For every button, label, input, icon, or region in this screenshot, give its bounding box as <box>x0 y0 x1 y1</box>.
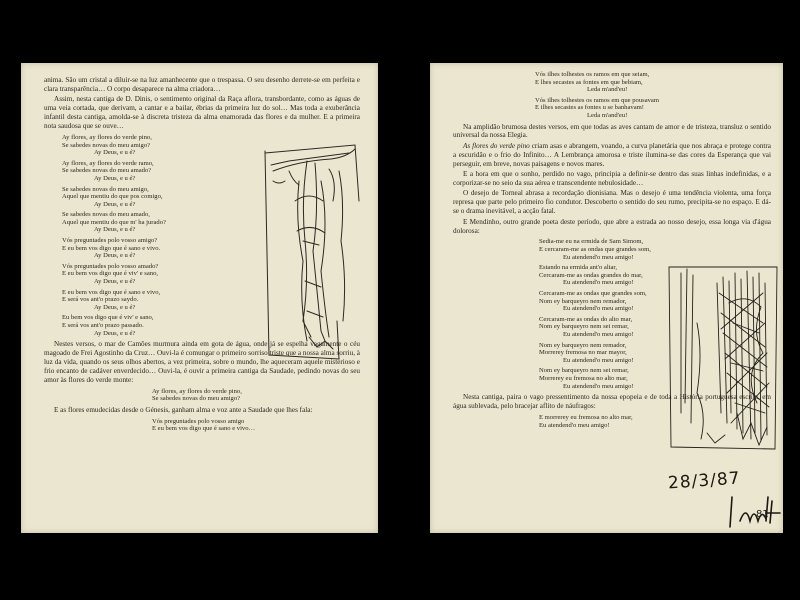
verse-line: Se sabedes novas do meu amigo, <box>62 185 149 193</box>
verse-line: Se sabedes novas do meu amigo? <box>62 141 151 149</box>
verse-line: E morrerey eu fremosa no alto mar, <box>539 413 633 421</box>
verse-line: Nom ey barqueyro nem remador, <box>539 341 627 349</box>
verse-line: Eu atendend'o meu amigo! <box>563 305 634 313</box>
paragraph: E a hora em que o sonho, perdido no vago, principia a definir-se dentro das suas linhas indefinidas, e a corporizar-se no seio da sua aérea e transcendente nebulosidade… <box>453 170 771 187</box>
verse-line: Nom ey barqueyro nem sei remar, <box>539 323 629 331</box>
paragraph <box>453 142 771 169</box>
paragraph: anima. São um cristal a diluir-se na luz amanhecente que o trespassa. O seu desenho derrete-se em perfeita e clara transparência… O corpo desaparece na alma criadora… <box>44 76 360 93</box>
verse-line: Vós ilhes tolhestes os ramos em que pousavam <box>535 96 659 104</box>
stanza <box>535 71 771 94</box>
verse-line: E eu bem vos digo que é sano e vivo… <box>152 425 256 433</box>
quote <box>152 388 360 403</box>
poem-fragment <box>535 71 771 120</box>
verse-line: Ay flores, ay flores do verde ramo, <box>62 159 154 167</box>
right-book-page <box>430 63 783 533</box>
verse-line: Estando na ermida ant'o altar, <box>539 264 618 272</box>
verse-line: Ay Deus, e u é? <box>94 149 136 157</box>
verse-line: Aquel que mentiu do que m' ha jurado? <box>62 218 166 226</box>
paragraph: O desejo de Torneal abrasa a recordação dionisiana. Mas o desejo é uma tendência violenta, uma força represa que parte pelo primeiro fio condutor. Descoberto o sentido do seu rumo, precipita-se no espaço. E dá-se o drama inevitável, a acção fatal. <box>453 189 771 216</box>
paragraph: E Mendinho, outro grande poeta deste período, que abre a estrada ao nosso desejo, essa longa via d'água dolorosa: <box>453 217 771 235</box>
verse-line: Eu bem vos digo que é viv' e sano, <box>62 314 154 322</box>
verse-line: Eu atendend'o meu amigo! <box>563 330 634 338</box>
verse-line: Ay Deus, e u é? <box>94 226 136 234</box>
paragraph: Na amplidão brumosa destes versos, em que todas as aves cantam de amor e de tristeza, transluz o sentido universal da nossa Elegia. <box>453 122 771 140</box>
italic-phrase: As flores do verde pino <box>463 141 530 150</box>
verse-line: Ay Deus, e u é? <box>94 252 136 260</box>
verse-line: E lhes secastes as fontes em que bebiam, <box>535 78 643 86</box>
verse-line: Eu atendend'o meu amigo! <box>563 279 634 287</box>
verse-line: Sedia-me eu na ermida de Sam Simom, <box>539 238 644 246</box>
verse-line: Eu atendend'o meu amigo! <box>563 356 634 364</box>
verse-line: Nom ey barqueyro nem sei remar, <box>539 367 629 375</box>
paragraph: Nestes versos, o mar de Camões murmura ainda em gota de água, onde já se espelha vagamente o céu magoado de Frei Agostinho da Cruz… Ouvi-la é comungar o primeiro sorriso triste que a nossa alma sorriu, à luz da vida, quando os seus olhos abertos, a vez primeira, sobre o mundo, lhe aqueceram aquele misterioso e frio encanto de cadáver enverdecido… Ouvi-la, é ouvir a primeira cantiga da Saudade, pedindo novas do seu amor às flores do verde monte: <box>44 340 360 384</box>
verse-line: Cercaram-me as ondas do alto mar, <box>539 315 633 323</box>
paragraph: E as flores emudecidas desde o Génesis, ganham alma e voz ante a Saudade que lhes fala: <box>54 405 313 414</box>
verse-line: Ay Deus, e u é? <box>94 200 136 208</box>
paragraph: Nesta cantiga, paira o vago pressentimento da nossa epopeia e de toda a História portuguesa escrita, em água sublevada, pelo bracejar aflito de náufragos: <box>453 393 771 411</box>
verse-line: Ay flores, ay flores do verde pino, <box>62 133 152 141</box>
verse-line: Vós preguntades polo vosso amigo <box>152 417 245 425</box>
paragraph: Assim, nesta cantiga de D. Dinis, o sentimento original da Raça aflora, transbordante, como as águas de uma veia cortada, que derivam, a cantar e a bailar, ébrias da primeira luz do sol… Mas toda a exuberância infantil desta cantiga, amolda-se à discreta tristeza da alma enamorada das flores e da mulher. E a primeira nota saudosa que se ouve… <box>44 95 360 131</box>
verse-line: Se sabedes novas do meu amado? <box>62 167 152 175</box>
paragraph-text: criam asas e abrangem, voando, a curva planetária que nos abraça e protege contra a escuridão e o frio do Infinito… A Lembrança amorosa e triste ilumina-se das cores da Esperança que vai perseguir, em breve, novas paisagens e novos mares. <box>453 141 771 168</box>
verse-line: Nom ey barqueyro nem remador, <box>539 297 627 305</box>
verse-line: Vós ilhes tolhestes os ramos em que seiam, <box>535 71 650 78</box>
verse-line: Eu atendend'o meu amigo! <box>539 421 610 429</box>
verse-line: Ay Deus, e u é? <box>94 303 136 311</box>
verse-line: Eu atendend'o meu amigo! <box>563 253 634 261</box>
verse-line: Ay Deus, e u é? <box>94 174 136 182</box>
left-book-page <box>21 63 378 533</box>
verse-line: E será vos ant'o prazo passado. <box>62 322 144 329</box>
verse-line: Vós preguntades polo vosso amigo? <box>62 237 158 245</box>
verse-line: E cercaram-me as ondas que grandes som, <box>539 246 651 254</box>
verse-line: Aquel que mentiu do que pos comigo, <box>62 193 163 201</box>
verse-line: Leda m'and'eu! <box>587 111 628 119</box>
verse-line: E eu bem vos digo que é viv' e sano, <box>62 270 159 278</box>
verse-line: Vós preguntades polo vosso amado? <box>62 262 159 270</box>
verse-line: Se sabedes novas do meu amado, <box>62 211 150 219</box>
stanza <box>535 97 771 120</box>
verse-line: Ay flores, ay flores do verde pino, <box>152 387 242 395</box>
verse-line: E eu bem vos digo que é sano e vivo, <box>62 288 161 296</box>
verse-line: E eu bem vos digo que é sano e vivo. <box>62 244 161 252</box>
edition-number: 81 <box>756 509 769 520</box>
verse-line: E ilhes secastes as fontes u se banhavam! <box>535 104 644 112</box>
verse-line: Leda m'and'eu! <box>587 86 628 94</box>
verse-line: Eu atendend'o meu amigo! <box>563 382 634 390</box>
verse-line: Se sabedes novas do meu amigo? <box>152 395 241 403</box>
handwritten-date: 28/3/87 <box>667 468 742 494</box>
verse-line: Ay Deus, e u é? <box>94 329 136 337</box>
pencil-sketch-figure <box>259 141 363 363</box>
quote <box>152 418 360 433</box>
verse-line: Morrerey fremosa no mar mayor, <box>539 349 627 357</box>
verse-line: Ay Deus, e u é? <box>94 278 136 286</box>
verse-line: Cercaram-me as ondas grandes do mar, <box>539 271 643 279</box>
pencil-sketch-hatched <box>667 263 779 451</box>
verse-line: Cercaram-me as ondas que grandes som, <box>539 290 647 297</box>
stanza <box>539 238 771 261</box>
verse-line: Morrerey eu fremosa no alto mar, <box>539 374 628 382</box>
verse-line: E será vos ant'o prazo saydo. <box>62 296 139 304</box>
